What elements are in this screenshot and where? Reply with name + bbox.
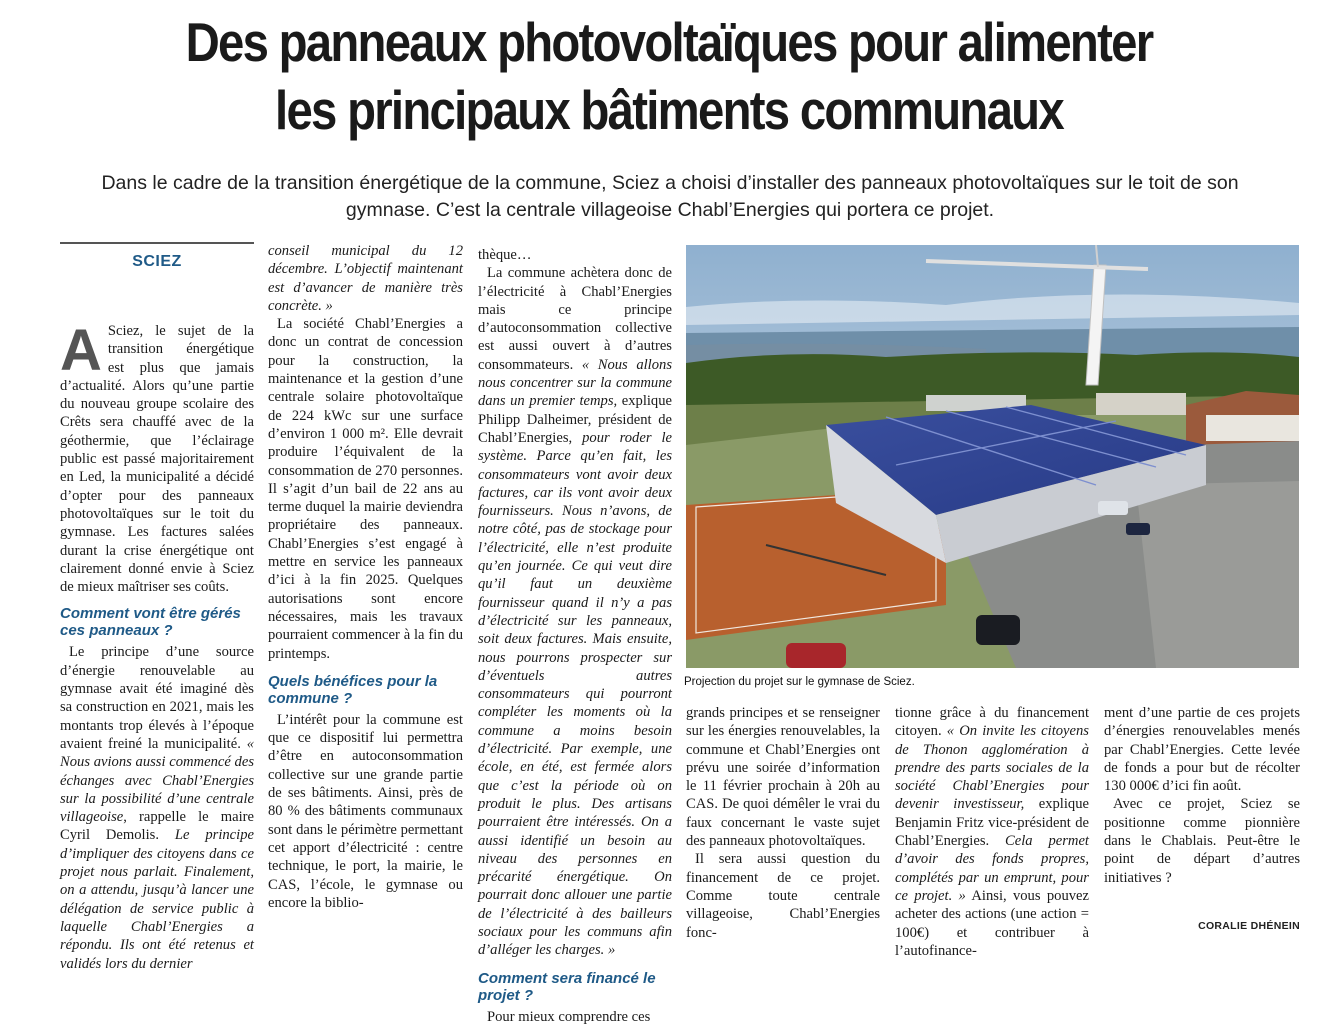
column-4	[686, 704, 880, 942]
headline-line-1: Des panneaux photovoltaïques pour alimenter	[185, 11, 1153, 73]
paragraph: tionne grâce à du financement citoyen. « On invite les citoyens de Thonon agglomération à prendre des parts sociales de la société Chabl’Energies pour devenir investisseur, explique Benjamin Fritz vice-président de Chabl’Energies. Cela permet d’avoir des fonds propres, complétés par un emprunt, pour ce projet. » Ainsi, vous pouvez acheter des actions (une action = 100€) et contribuer à l’autofinance-	[895, 705, 1089, 959]
drop-cap: A	[60, 318, 102, 383]
paragraph: Le principe d’une source d’énergie renouvelable au gymnase avait été imaginé dès sa construction en 2021, mais les montants trop élevés à l’époque avaient freiné la municipalité. « Nous avions aussi commencé des échanges avec Chabl’Energies sur la possibilité d’une centrale villageoise, rappelle le maire Cyril Demolis. Le principe d’impliquer des citoyens dans ce projet nous parlait. Finalement, on a attendu, jusqu’à lancer une délégation de service public à laquelle Chabl’Energies a répondu. Ils ont été retenus et validés lors du dernier	[60, 644, 254, 972]
column-3	[478, 246, 672, 1026]
paragraph: Avec ce projet, Sciez se positionne comme pionnière dans le Chablais. Peut-être le point de départ d’autres initiatives ?	[1104, 796, 1300, 886]
paragraph: thèque…	[478, 247, 532, 263]
paragraph: ment d’une partie de ces projets d’énergies renouvelables menés par Chabl’Energies. Cette levée de fonds a pour but de récolter 130 000€ d’ici fin août.	[1104, 705, 1300, 795]
paragraph: Sciez, le sujet de la transition énergétique est plus que jamais d’actualité. Alors qu’une partie du nouveau groupe scolaire des Crêts sera chauffé avec de la géothermie, que l’éclairage public est passé majoritairement en Led, la municipalité a décidé d’opter pour des panneaux photovoltaïques sur le toit du gymnase. Les factures salées durant la crise énergétique ont clairement donné envie à Sciez de mieux maîtriser ses coûts.	[60, 323, 254, 596]
column-5	[895, 704, 1089, 960]
article-subtitle: Dans le cadre de la transition énergétique de la commune, Sciez a choisi d’installer des panneaux photovoltaïques sur le toit de son gymnase. C’est la centrale villageoise Chabl’Energies qui portera ce projet.	[101, 172, 1239, 221]
column-6	[1104, 704, 1300, 887]
paragraph: La société Chabl’Energies a donc un contrat de concession pour la construction, la maintenance et la gestion d’une centrale solaire photovoltaïque de 224 kWc sur une surface d’environ 1 000 m². Elle devrait produire l’équivalent de la consommation de 270 personnes. Il s’agit d’un bail de 22 ans au terme duquel la mairie deviendra propriétaire des panneaux. Chabl’Energies s’est engagé à mettre en service les panneaux d’ici à la fin 2025. Quelques autorisations sont encore nécessaires, mais les travaux pourraient commencer à la fin du printemps.	[268, 316, 463, 662]
column-2	[268, 242, 463, 912]
paragraph: Il sera aussi question du financement de ce projet. Comme toute centrale villageoise, Chabl’Energies fonc-	[686, 851, 880, 941]
paragraph: conseil municipal du 12 décembre. L’objectif maintenant est d’avancer de manière très concrète. »	[268, 243, 463, 314]
kicker-location: SCIEZ	[132, 253, 182, 270]
question-heading: Comment sera financé le projet ?	[478, 969, 656, 1004]
paragraph: L’intérêt pour la commune est que ce dispositif lui permettra d’être en autoconsommation collective sur une grande partie de ses bâtiments. Ainsi, près de 80 % des bâtiments communaux sont dans le périmètre permettant cet apport d’électricité : centre technique, le port, la mairie, le CAS, l’école, le gymnase ou encore la biblio-	[268, 711, 463, 911]
author-byline: CORALIE DHÉNEIN	[1198, 920, 1300, 932]
column-1	[60, 318, 254, 973]
question-heading: Comment vont être gérés ces panneaux ?	[60, 605, 241, 640]
paragraph: La commune achètera donc de l’électricité à Chabl’Energies mais ce principe d’autoconsommation collective est aussi ouvert à d’autres consommateurs. « Nous allons nous concentrer sur la commune dans un premier temps, explique Philipp Dalheimer, président de Chabl’Energies, pour roder le système. Parce qu’en fait, les consommateurs vont avoir deux factures, car ils vont avoir deux fournisseurs. Nous n’avons, de notre côté, pas de stockage pour l’électricité, elle n’est produite qu’en journée. Ce qui veut dire qu’il faut un deuxième fournisseur quand il n’y a pas d’électricité sur les panneaux, soit deux factures. Mais ensuite, nous pourrons prospecter sur d’éventuels autres consommateurs qui pourront compléter les moments où la commune a moins besoin d’électricité. Par exemple, une école, en été, est fermée alors que c’est la période où on produit le plus. Des artisans pourraient être intéressés. On a aussi identifié un besoin au niveau des personnes en précarité énergétique. On pourrait donc allouer une partie de l’électricité à des bailleurs sociaux pour les communs afin d’alléger les charges. »	[478, 265, 672, 959]
photo-caption: Projection du projet sur le gymnase de Sciez.	[684, 676, 915, 688]
paragraph: grands principes et se renseigner sur les énergies renouvelables, la commune et Chabl’Energies ont prévu une soirée d’information le 11 février prochain à 20h au CAS. De quoi démêler le vrai du faux concernant le vaste sujet des panneaux photovoltaïques.	[686, 705, 880, 850]
kicker-rule	[60, 242, 254, 244]
paragraph: Pour mieux comprendre ces	[487, 1008, 651, 1025]
question-heading: Quels bénéfices pour la commune ?	[268, 672, 438, 707]
headline-line-2: les principaux bâtiments communaux	[275, 79, 1063, 141]
gymnasium-photo	[686, 245, 1299, 668]
